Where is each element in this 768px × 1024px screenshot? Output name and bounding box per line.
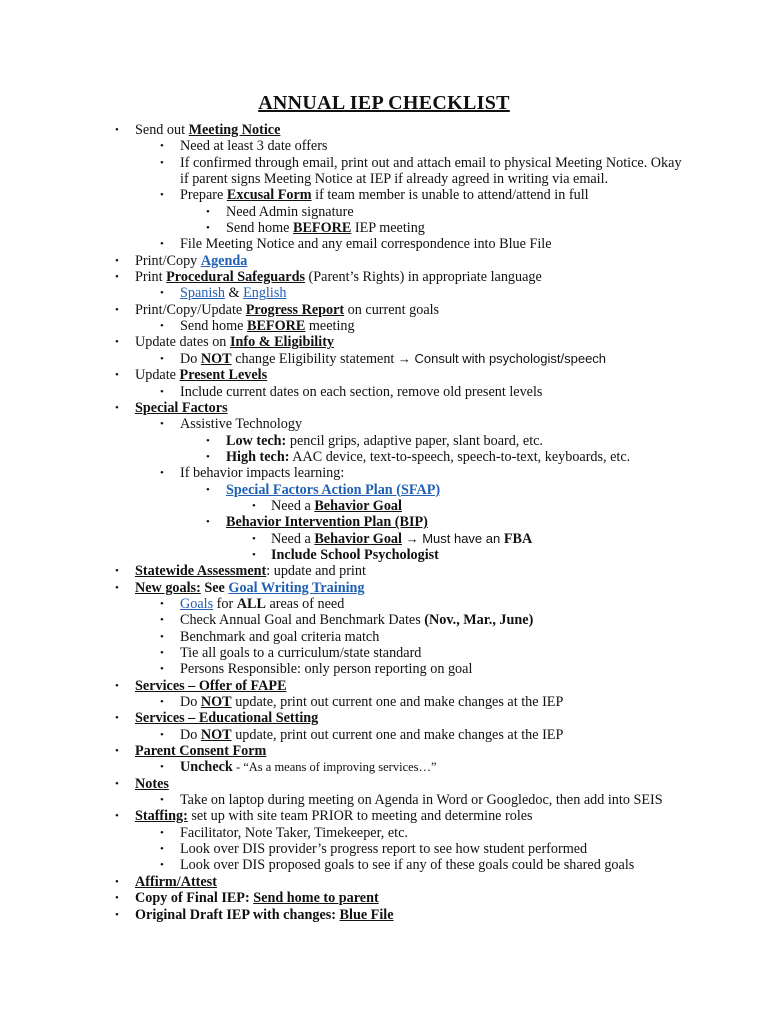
bullet: • [252, 548, 256, 561]
list-item: • Update Present Levels [115, 367, 268, 384]
list-item: • New goals: See Goal Writing Training [115, 579, 365, 596]
bullet: • [160, 352, 164, 365]
bullet: • [115, 401, 119, 414]
bullet: • [115, 679, 119, 692]
list-item: • Print/Copy Agenda [115, 252, 248, 269]
list-item: • Need at least 3 date offers [160, 138, 328, 155]
bullet: • [160, 287, 164, 300]
bullet: • [160, 696, 164, 709]
bullet: • [160, 859, 164, 872]
bullet: • [115, 124, 119, 136]
sfap-link[interactable]: Special Factors Action Plan (SFAP) [226, 481, 441, 498]
bullet: • [252, 499, 256, 512]
list-item: • Need Admin signature [206, 203, 354, 220]
bullet: • [160, 761, 164, 774]
bullet: • [115, 875, 119, 888]
list-item: • Uncheck - “As a means of improving services…” [160, 759, 437, 776]
list-item: • Update dates on Info & Eligibility [115, 334, 335, 351]
list-item: • Assistive Technology [160, 416, 303, 433]
spanish-link[interactable]: Spanish [180, 285, 225, 302]
bullet: • [160, 156, 164, 169]
list-item: • Do NOT update, print out current one and make changes at the IEP [160, 726, 564, 743]
agenda-link[interactable]: Agenda [200, 252, 248, 269]
bullet: • [160, 140, 164, 153]
bullet: • [115, 712, 119, 725]
list-item: • Send out Meeting Notice [115, 122, 281, 138]
list-item: • Prepare Excusal Form if team member is unable to attend/attend in full [160, 187, 589, 204]
list-item: • Parent Consent Form [115, 743, 267, 760]
list-item: • Affirm/Attest [115, 873, 217, 890]
page-title: ANNUAL IEP CHECKLIST [258, 92, 510, 114]
list-item: • Include School Psychologist [252, 546, 439, 563]
list-item: • Staffing: set up with site team PRIOR to meeting and determine roles [115, 808, 533, 825]
bullet: • [115, 745, 119, 758]
bullet: • [115, 271, 119, 284]
bullet: • [160, 728, 164, 741]
list-item: • Copy of Final IEP: Send home to parent [115, 890, 379, 907]
list-item: • Tie all goals to a curriculum/state standard [160, 645, 422, 661]
bullet: • [115, 810, 119, 823]
bullet: • [160, 467, 164, 480]
bullet: • [115, 369, 119, 382]
list-item: • Do NOT update, print out current one and make changes at the IEP [160, 694, 564, 711]
list-item: • Print Procedural Safeguards (Parent’s Rights) in appropriate language [115, 269, 542, 286]
list-item: • Persons Responsible: only person reporting on goal [160, 661, 473, 678]
goal-writing-training-link[interactable]: Goal Writing Training [228, 579, 365, 596]
bullet: • [206, 434, 210, 447]
list-item: • Services – Educational Setting [115, 710, 319, 727]
bullet: • [160, 385, 164, 398]
list-item: • Spanish & English [160, 285, 287, 302]
bullet: • [115, 581, 119, 594]
list-item: • Original Draft IEP with changes: Blue File [115, 906, 394, 923]
bullet: • [115, 892, 119, 905]
bullet: • [160, 238, 164, 251]
list-item: • Special Factors [115, 399, 228, 416]
bullet: • [206, 222, 210, 235]
list-item: • Check Annual Goal and Benchmark Dates (Nov., Mar., June) [160, 612, 534, 629]
bullet: • [160, 597, 164, 610]
bullet: • [115, 908, 119, 921]
bullet: • [115, 303, 119, 316]
bullet: • [252, 532, 256, 545]
list-item: • High tech: AAC device, text-to-speech, speech-to-text, keyboards, etc. [206, 448, 631, 465]
bullet: • [115, 565, 119, 578]
list-item: • Print/Copy/Update Progress Report on current goals [115, 301, 440, 318]
list-item: • Low tech: pencil grips, adaptive paper, slant board, etc. [206, 432, 543, 449]
bullet: • [206, 450, 210, 463]
list-item: • Take on laptop during meeting on Agenda in Word or Googledoc, then add into SEIS [160, 792, 663, 809]
bullet: • [160, 794, 164, 807]
bullet: • [160, 418, 164, 431]
list-item: • If confirmed through email, print out and attach email to physical Meeting Notice. Okay [160, 154, 682, 171]
list-item: • Look over DIS provider’s progress report to see how student performed [160, 841, 588, 858]
bullet: • [160, 647, 164, 659]
list-item: • Need a Behavior Goal → Must have an FBA [252, 530, 533, 547]
bullet: • [160, 320, 164, 333]
goals-link[interactable]: Goals [180, 595, 214, 612]
bullet: • [160, 843, 164, 856]
list-item: • Do NOT change Eligibility statement → Consult with psychologist/speech [160, 350, 607, 367]
list-item: • Need a Behavior Goal [252, 497, 402, 514]
bullet: • [160, 189, 164, 202]
list-item: • Behavior Intervention Plan (BIP) [206, 514, 428, 531]
bullet: • [115, 254, 119, 267]
bullet: • [115, 777, 119, 790]
list-item: • Services – Offer of FAPE [115, 677, 287, 694]
bullet: • [206, 483, 210, 496]
list-item [0, 482, 768, 498]
list-item: • If behavior impacts learning: [160, 465, 345, 482]
bullet: • [206, 205, 210, 218]
bullet: • [160, 663, 164, 676]
bullet: • [160, 614, 164, 627]
bullet: • [206, 516, 210, 529]
english-link[interactable]: English [243, 285, 287, 302]
list-item: • Send home BEFORE meeting [160, 318, 355, 335]
list-item: • Benchmark and goal criteria match [160, 628, 380, 645]
bullet: • [160, 630, 164, 643]
list-item: • Facilitator, Note Taker, Timekeeper, etc. [160, 824, 408, 841]
list-item: • Notes [115, 775, 169, 792]
checklist [0, 122, 768, 923]
list-item: • File Meeting Notice and any email correspondence into Blue File [160, 236, 552, 253]
bullet: • [115, 336, 119, 349]
list-item: • Goals for ALL areas of need [160, 595, 345, 612]
list-item: • Send home BEFORE IEP meeting [206, 220, 425, 237]
bullet: • [160, 826, 164, 839]
list-item: • Statewide Assessment: update and print [115, 563, 366, 580]
list-item: • Look over DIS proposed goals to see if any of these goals could be shared goals [160, 857, 635, 874]
list-item: • Include current dates on each section, remove old present levels [160, 383, 543, 400]
list-item-continuation: if parent signs Meeting Notice at IEP if already agreed in writing via email. [180, 171, 609, 188]
